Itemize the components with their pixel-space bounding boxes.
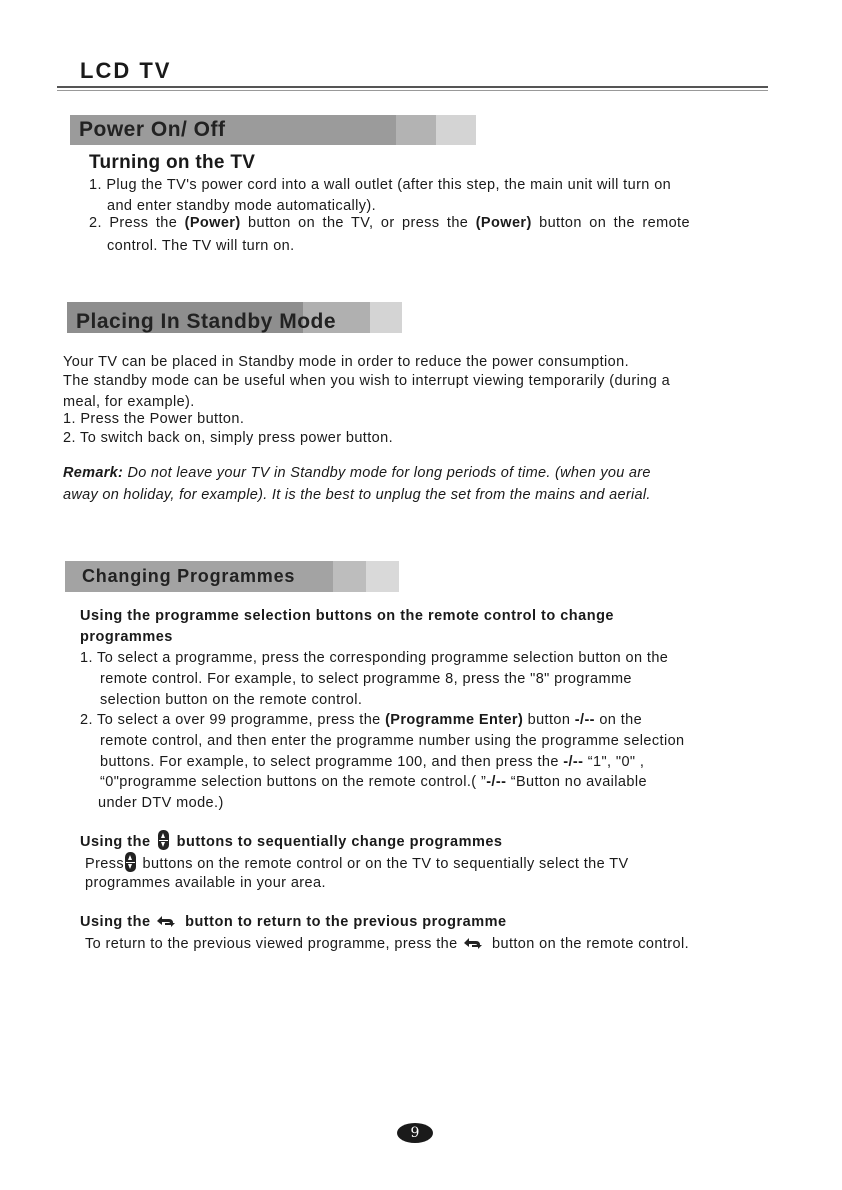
subheading-line: programmes bbox=[80, 629, 173, 645]
paragraph-line: under DTV mode.) bbox=[98, 795, 224, 811]
header-divider bbox=[57, 86, 768, 88]
remark-line: away on holiday, for example). It is the best to unplug the set from the mains and aerial. bbox=[63, 487, 651, 503]
paragraph-line: Your TV can be placed in Standby mode in order to reduce the power consumption. bbox=[63, 354, 630, 370]
paragraph-line: To return to the previous viewed programme, press the button on the remote control. bbox=[85, 936, 690, 952]
channel-up-down-icon bbox=[125, 852, 136, 872]
paragraph-line: 1. Press the Power button. bbox=[63, 411, 245, 427]
paragraph-line: control. The TV will turn on. bbox=[107, 238, 295, 254]
channel-up-down-icon bbox=[158, 830, 169, 850]
paragraph-line: 2. Press the (Power) button on the TV, or press the (Power) button on the remote bbox=[89, 215, 690, 231]
paragraph-line: Press buttons on the remote control or on the TV to sequentially select the TV bbox=[85, 852, 629, 874]
section-banner-programmes bbox=[65, 561, 399, 592]
remark-line: Remark: Do not leave your TV in Standby mode for long periods of time. (when you are bbox=[63, 465, 651, 481]
section-title-standby: Placing In Standby Mode bbox=[76, 309, 337, 333]
subheading-line: Using the button to return to the previous programme bbox=[80, 914, 507, 930]
paragraph-line: remote control, and then enter the programme number using the programme selection bbox=[100, 733, 685, 749]
return-icon bbox=[462, 936, 484, 950]
paragraph-line: selection button on the remote control. bbox=[100, 692, 363, 708]
section-banner-power bbox=[70, 115, 476, 145]
paragraph-line: programmes available in your area. bbox=[85, 875, 326, 891]
subheading-line: Using the buttons to sequentially change programmes bbox=[80, 830, 502, 853]
page-title: LCD TV bbox=[80, 58, 172, 83]
header-divider-thin bbox=[57, 90, 768, 91]
paragraph-line: The standby mode can be useful when you wish to interrupt viewing temporarily (during a bbox=[63, 373, 671, 389]
paragraph-line: remote control. For example, to select programme 8, press the "8" programme bbox=[100, 671, 632, 687]
return-icon bbox=[155, 914, 177, 928]
page-number: 9 bbox=[397, 1123, 433, 1143]
section-banner-standby bbox=[67, 302, 402, 333]
paragraph-line: buttons. For example, to select programme 100, and then press the -/-- “1", "0" , bbox=[100, 754, 645, 770]
paragraph-line: and enter standby mode automatically). bbox=[107, 198, 377, 214]
paragraph-line: meal, for example). bbox=[63, 394, 195, 410]
paragraph-line: 1. To select a programme, press the corresponding programme selection button on the bbox=[80, 650, 669, 666]
section-title-power: Power On/ Off bbox=[79, 118, 226, 141]
subheading-turning-on: Turning on the TV bbox=[89, 152, 256, 173]
subheading-line: Using the programme selection buttons on the remote control to change bbox=[80, 608, 614, 624]
remark-label: Remark: bbox=[63, 465, 124, 481]
section-title-programmes: Changing Programmes bbox=[82, 566, 296, 586]
paragraph-line: “0"programme selection buttons on the remote control.( ”-/-- “Button no available bbox=[100, 774, 647, 790]
paragraph-line: 2. To switch back on, simply press power button. bbox=[63, 430, 394, 446]
paragraph-line: 2. To select a over 99 programme, press the (Programme Enter) button -/-- on the bbox=[80, 712, 643, 728]
paragraph-line: 1. Plug the TV's power cord into a wall outlet (after this step, the main unit will turn on bbox=[89, 177, 672, 193]
